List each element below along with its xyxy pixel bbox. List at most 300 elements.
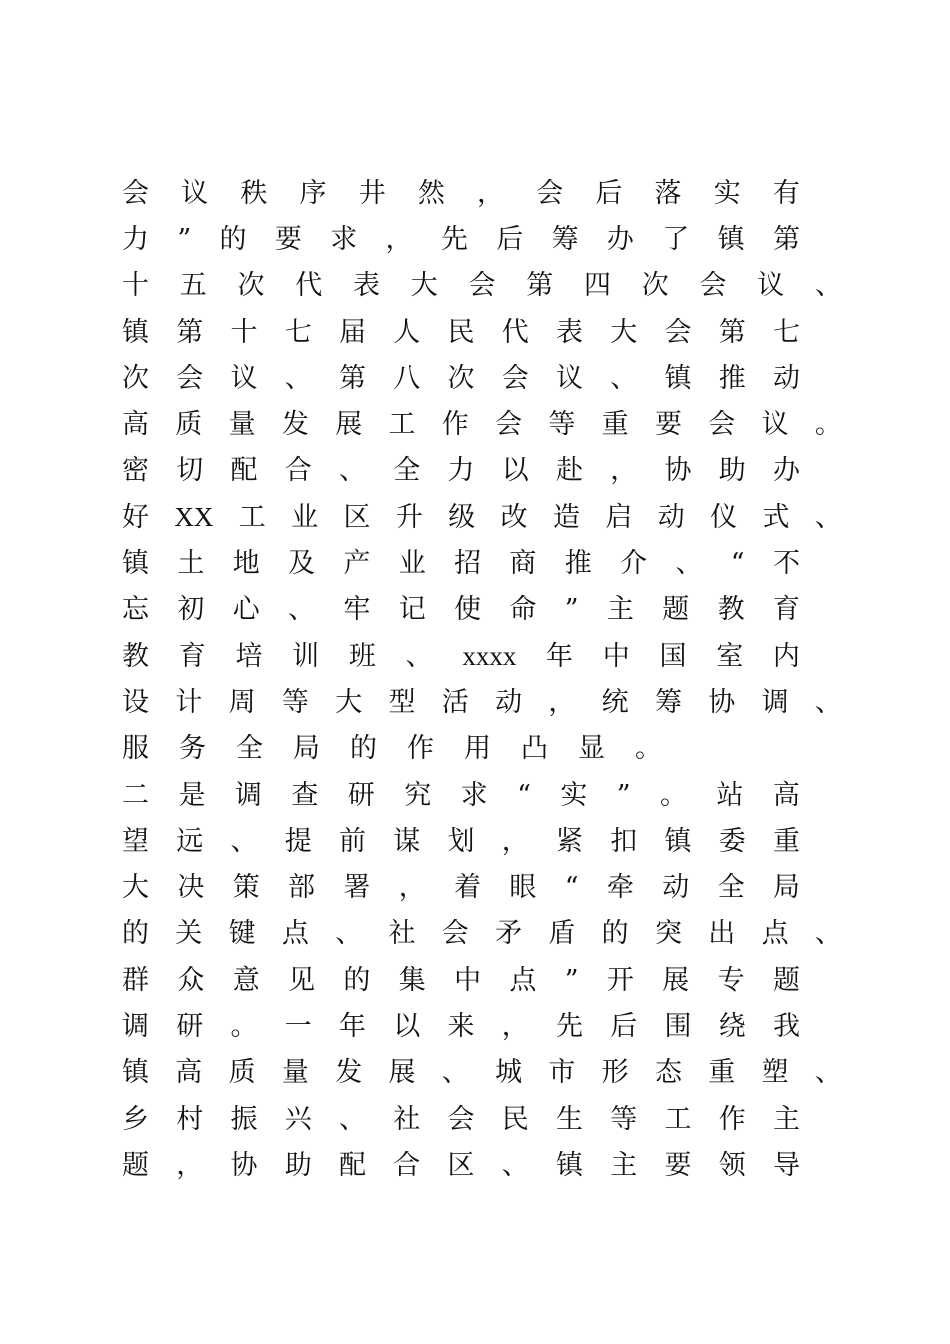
text-char: 议 xyxy=(757,270,785,302)
text-char: 、 xyxy=(339,455,366,487)
text-char: 划 xyxy=(447,825,475,857)
text-char: 等 xyxy=(281,686,309,718)
text-char: 展 xyxy=(662,964,690,996)
text-char: 五 xyxy=(179,270,207,302)
text-char: 。 xyxy=(660,779,687,811)
text-char: 会 xyxy=(176,362,204,394)
text-char: 会 xyxy=(468,270,496,302)
text-line xyxy=(122,170,800,216)
text-char: 班 xyxy=(348,640,376,672)
text-char: 镇 xyxy=(122,1057,149,1089)
text-char: 提 xyxy=(284,825,312,857)
text-char: 镇 xyxy=(664,825,692,857)
text-char: 集 xyxy=(398,964,426,996)
text-char: 七 xyxy=(773,316,800,348)
text-char: 议 xyxy=(761,409,789,441)
text-char: 土 xyxy=(177,548,205,580)
text-char: 镇 xyxy=(664,362,692,394)
text-char: 心 xyxy=(232,594,260,626)
text-char: 十 xyxy=(122,270,149,302)
text-char: 、 xyxy=(814,686,842,718)
text-char: 后 xyxy=(610,1010,638,1042)
text-char: 眼 xyxy=(509,872,537,904)
text-char: 突 xyxy=(654,918,682,950)
text-line xyxy=(122,1050,842,1096)
text-line xyxy=(122,911,842,957)
text-char: 高 xyxy=(772,779,800,811)
text-line xyxy=(122,587,800,633)
text-char: ， xyxy=(398,872,426,904)
text-char: 键 xyxy=(228,918,256,950)
text-char: 使 xyxy=(454,594,482,626)
text-char: 高 xyxy=(122,409,149,441)
text-char: 工 xyxy=(388,409,416,441)
text-char: ， xyxy=(548,686,576,718)
text-char: 人 xyxy=(393,316,421,348)
text-char: 会 xyxy=(501,362,529,394)
text-char: XX xyxy=(174,501,214,532)
text-char: 第 xyxy=(176,316,204,348)
text-char: 计 xyxy=(175,686,203,718)
text-char: 以 xyxy=(501,455,529,487)
text-line xyxy=(122,355,800,401)
text-char: 合 xyxy=(393,1149,421,1181)
text-char: ” xyxy=(564,964,579,996)
text-char: 镇 xyxy=(122,548,149,580)
text-line xyxy=(122,957,800,1003)
text-char: 、 xyxy=(284,362,312,394)
text-char: 以 xyxy=(393,1010,421,1042)
text-char: 周 xyxy=(228,686,256,718)
text-char: 题 xyxy=(122,1149,149,1181)
text-char: 议 xyxy=(556,362,583,394)
text-char: “ xyxy=(730,548,745,580)
text-char: 牵 xyxy=(606,872,634,904)
text-char: 表 xyxy=(353,270,380,302)
text-char: 生 xyxy=(556,1103,583,1135)
text-char: 绕 xyxy=(718,1010,746,1042)
text-char: 井 xyxy=(358,177,386,209)
text-char: 众 xyxy=(177,964,205,996)
text-char: 的 xyxy=(219,223,247,255)
text-char: 决 xyxy=(177,872,205,904)
text-char: 调 xyxy=(761,686,789,718)
text-char: 镇 xyxy=(556,1149,583,1181)
text-char: 落 xyxy=(654,177,682,209)
text-line xyxy=(122,448,800,494)
text-char: 领 xyxy=(718,1149,746,1181)
text-char: 导 xyxy=(773,1149,800,1181)
text-char: 调 xyxy=(234,779,262,811)
text-char: 记 xyxy=(398,594,426,626)
text-char: 后 xyxy=(595,177,623,209)
text-char: 育 xyxy=(178,640,206,672)
text-char: 扣 xyxy=(610,825,638,857)
text-char: 次 xyxy=(122,362,149,394)
text-char: 代 xyxy=(501,316,529,348)
text-char: 业 xyxy=(291,501,319,533)
text-char: 凸 xyxy=(521,733,548,765)
text-char: 筹 xyxy=(654,686,682,718)
text-char: 届 xyxy=(339,316,366,348)
text-char: 主 xyxy=(606,594,634,626)
text-char: 村 xyxy=(176,1103,204,1135)
text-char: 议 xyxy=(181,177,209,209)
text-char: 大 xyxy=(122,872,149,904)
text-char: ， xyxy=(477,177,505,209)
text-char: 赴 xyxy=(556,455,583,487)
text-char: 不 xyxy=(772,548,800,580)
text-char: 四 xyxy=(584,270,611,302)
text-char: 协 xyxy=(230,1149,258,1181)
text-char: 密 xyxy=(122,455,149,487)
text-char: 育 xyxy=(772,594,800,626)
text-char: 动 xyxy=(657,501,685,533)
text-char: 求 xyxy=(460,779,488,811)
text-char: 教 xyxy=(717,594,745,626)
text-char: 主 xyxy=(610,1149,638,1181)
text-line xyxy=(122,726,800,772)
text-char: 区 xyxy=(343,501,371,533)
text-char: 量 xyxy=(228,409,256,441)
text-char: ” xyxy=(177,223,192,255)
text-char: 、 xyxy=(288,594,316,626)
text-char: 第 xyxy=(772,223,800,255)
text-char: ， xyxy=(176,1149,204,1181)
text-char: 。 xyxy=(635,733,662,765)
text-char: 重 xyxy=(773,825,800,857)
text-char: 民 xyxy=(447,316,475,348)
text-char: 动 xyxy=(773,362,800,394)
text-char: 市 xyxy=(548,1057,576,1089)
text-char: “ xyxy=(564,872,579,904)
text-line xyxy=(122,864,800,910)
text-char: 次 xyxy=(237,270,265,302)
text-char: 委 xyxy=(718,825,746,857)
text-char: 介 xyxy=(620,548,648,580)
text-char: 开 xyxy=(606,964,634,996)
text-char: 中 xyxy=(454,964,482,996)
text-line xyxy=(122,216,800,262)
text-char: 国 xyxy=(659,640,687,672)
text-char: 关 xyxy=(175,918,203,950)
text-char: 塑 xyxy=(761,1057,789,1089)
text-char: 内 xyxy=(772,640,800,672)
text-char: 务 xyxy=(179,733,206,765)
text-char: 启 xyxy=(605,501,633,533)
text-char: 着 xyxy=(454,872,482,904)
text-char: 、 xyxy=(815,270,842,302)
text-char: 年 xyxy=(546,640,574,672)
text-char: 助 xyxy=(284,1149,312,1181)
text-char: 切 xyxy=(176,455,204,487)
text-char: 局 xyxy=(293,733,320,765)
text-char: 然 xyxy=(417,177,445,209)
text-char: 发 xyxy=(335,1057,363,1089)
text-char: 力 xyxy=(447,455,475,487)
text-char: 地 xyxy=(232,548,260,580)
text-char: 、 xyxy=(335,918,363,950)
text-char: 级 xyxy=(448,501,476,533)
text-char: 策 xyxy=(232,872,260,904)
text-char: 动 xyxy=(662,872,690,904)
text-char: 显 xyxy=(578,733,605,765)
text-char: ， xyxy=(501,825,529,857)
text-char: 望 xyxy=(122,825,149,857)
text-char: 点 xyxy=(509,964,537,996)
text-char: 工 xyxy=(664,1103,692,1135)
text-char: 兴 xyxy=(284,1103,312,1135)
text-char: 高 xyxy=(175,1057,203,1089)
text-char: 。 xyxy=(230,1010,258,1042)
text-char: 合 xyxy=(284,455,312,487)
text-char: 配 xyxy=(230,455,258,487)
text-char: 次 xyxy=(641,270,669,302)
text-char: ” xyxy=(616,779,631,811)
text-char: ” xyxy=(564,594,579,626)
text-char: 紧 xyxy=(556,825,583,857)
text-line xyxy=(122,1142,800,1188)
text-char: 力 xyxy=(122,223,149,255)
text-char: 围 xyxy=(664,1010,692,1042)
text-char: 作 xyxy=(441,409,469,441)
text-char: 协 xyxy=(664,455,692,487)
text-line xyxy=(122,772,800,818)
text-char: 先 xyxy=(556,1010,583,1042)
text-line xyxy=(122,1003,800,1049)
text-char: 大 xyxy=(610,316,638,348)
text-char: 会 xyxy=(122,177,149,209)
text-char: 实 xyxy=(560,779,588,811)
text-char: 镇 xyxy=(717,223,745,255)
text-char: 造 xyxy=(553,501,580,533)
text-char: 十 xyxy=(230,316,258,348)
text-char: 型 xyxy=(388,686,416,718)
text-char: 要 xyxy=(274,223,302,255)
text-char: 量 xyxy=(281,1057,309,1089)
text-char: 业 xyxy=(398,548,426,580)
text-char: 用 xyxy=(464,733,491,765)
text-char: 仪 xyxy=(710,501,738,533)
text-char: 质 xyxy=(228,1057,256,1089)
text-char: 的 xyxy=(350,733,377,765)
text-char: 重 xyxy=(601,409,629,441)
text-char: 会 xyxy=(447,1103,475,1135)
text-char: 、 xyxy=(405,640,433,672)
text-char: 盾 xyxy=(548,918,576,950)
text-char: 改 xyxy=(500,501,528,533)
text-char: 了 xyxy=(662,223,690,255)
text-char: 、 xyxy=(610,362,638,394)
text-char: 服 xyxy=(122,733,149,765)
text-char: 教 xyxy=(122,640,149,672)
text-char: 民 xyxy=(501,1103,529,1135)
text-char: 究 xyxy=(404,779,432,811)
text-char: 秩 xyxy=(240,177,268,209)
text-char: 、 xyxy=(230,825,258,857)
text-char: 后 xyxy=(496,223,524,255)
text-char: 的 xyxy=(601,918,629,950)
text-char: 训 xyxy=(292,640,320,672)
text-line xyxy=(122,401,842,447)
text-line xyxy=(122,540,800,586)
text-char: 命 xyxy=(509,594,537,626)
text-char: 培 xyxy=(235,640,263,672)
text-char: 第 xyxy=(718,316,746,348)
text-char: 镇 xyxy=(122,316,149,348)
text-char: 、 xyxy=(814,918,842,950)
text-char: 助 xyxy=(718,455,746,487)
text-char: 二 xyxy=(122,779,149,811)
text-char: 、 xyxy=(501,1149,529,1181)
text-char: 产 xyxy=(343,548,371,580)
text-char: 乡 xyxy=(122,1103,149,1135)
text-char: 办 xyxy=(606,223,634,255)
text-char: 商 xyxy=(509,548,537,580)
text-char: 活 xyxy=(441,686,469,718)
text-char: 站 xyxy=(716,779,744,811)
text-char: 初 xyxy=(177,594,205,626)
text-char: 全 xyxy=(717,872,745,904)
text-char: 动 xyxy=(495,686,523,718)
text-char: ， xyxy=(610,455,638,487)
text-char: 部 xyxy=(288,872,316,904)
text-char: 研 xyxy=(176,1010,204,1042)
text-char: 、 xyxy=(814,501,842,533)
text-char: 重 xyxy=(708,1057,736,1089)
text-char: 远 xyxy=(176,825,204,857)
text-char: 全 xyxy=(236,733,263,765)
text-line xyxy=(122,1096,800,1142)
text-char: 全 xyxy=(393,455,421,487)
text-char: 出 xyxy=(708,918,736,950)
text-char: 实 xyxy=(713,177,741,209)
text-char: ， xyxy=(385,223,413,255)
text-char: 点 xyxy=(761,918,789,950)
text-char: 城 xyxy=(495,1057,523,1089)
text-char: 的 xyxy=(122,918,149,950)
text-char: 要 xyxy=(654,409,682,441)
text-char: 第 xyxy=(339,362,366,394)
text-char: 大 xyxy=(335,686,363,718)
text-char: 作 xyxy=(407,733,434,765)
text-char: 是 xyxy=(178,779,206,811)
text-char: 会 xyxy=(495,409,523,441)
text-line xyxy=(122,494,842,540)
text-char: 序 xyxy=(299,177,327,209)
text-char: 专 xyxy=(717,964,745,996)
text-char: 工 xyxy=(238,501,266,533)
text-char: ， xyxy=(501,1010,529,1042)
text-char: 会 xyxy=(708,409,736,441)
text-char: 谋 xyxy=(393,825,421,857)
text-char: 议 xyxy=(230,362,258,394)
text-char: 区 xyxy=(447,1149,475,1181)
text-char: 会 xyxy=(536,177,564,209)
text-char: 、 xyxy=(675,548,703,580)
text-char: 求 xyxy=(330,223,358,255)
text-char: 筹 xyxy=(551,223,579,255)
text-char: 中 xyxy=(602,640,630,672)
text-char: 升 xyxy=(395,501,423,533)
text-char: 先 xyxy=(440,223,468,255)
text-char: 、 xyxy=(814,1057,842,1089)
text-char: 展 xyxy=(388,1057,416,1089)
text-line xyxy=(122,309,800,355)
text-char: 会 xyxy=(441,918,469,950)
text-char: 七 xyxy=(284,316,312,348)
text-char: 调 xyxy=(122,1010,149,1042)
text-char: 主 xyxy=(773,1103,800,1135)
text-char: 作 xyxy=(718,1103,746,1135)
text-char: 会 xyxy=(664,316,692,348)
text-char: 前 xyxy=(339,825,366,857)
text-char: 有 xyxy=(772,177,800,209)
text-char: 题 xyxy=(772,964,800,996)
text-char: 、 xyxy=(441,1057,469,1089)
text-char: 协 xyxy=(708,686,736,718)
text-line xyxy=(122,633,800,679)
text-char: 等 xyxy=(610,1103,638,1135)
text-char: 招 xyxy=(454,548,482,580)
text-char: xxxx xyxy=(462,640,517,671)
text-char: 态 xyxy=(654,1057,682,1089)
text-char: 来 xyxy=(447,1010,475,1042)
text-char: 发 xyxy=(281,409,309,441)
text-char: 表 xyxy=(556,316,583,348)
text-char: 群 xyxy=(122,964,149,996)
text-char: 的 xyxy=(343,964,371,996)
text-char: 牢 xyxy=(343,594,371,626)
text-char: 意 xyxy=(232,964,260,996)
text-char: 配 xyxy=(339,1149,366,1181)
text-char: 推 xyxy=(718,362,746,394)
text-char: 局 xyxy=(772,872,800,904)
text-char: 研 xyxy=(347,779,375,811)
text-char: 形 xyxy=(601,1057,629,1089)
text-char: 社 xyxy=(393,1103,421,1135)
text-line xyxy=(122,263,842,309)
text-char: 代 xyxy=(295,270,323,302)
text-char: 矛 xyxy=(495,918,523,950)
text-char: 年 xyxy=(339,1010,366,1042)
text-char: 式 xyxy=(762,501,790,533)
text-char: 查 xyxy=(291,779,319,811)
text-char: 次 xyxy=(447,362,475,394)
text-char: 第 xyxy=(526,270,554,302)
text-char: 大 xyxy=(410,270,438,302)
text-char: 。 xyxy=(814,409,842,441)
text-char: 等 xyxy=(548,409,576,441)
text-char: 点 xyxy=(281,918,309,950)
text-char: 推 xyxy=(564,548,592,580)
body-text xyxy=(122,170,842,1189)
text-line xyxy=(122,679,842,725)
text-char: 及 xyxy=(288,548,316,580)
text-char: 一 xyxy=(284,1010,312,1042)
text-char: 题 xyxy=(662,594,690,626)
text-char: 、 xyxy=(339,1103,366,1135)
text-char: 设 xyxy=(122,686,149,718)
text-char: 质 xyxy=(175,409,203,441)
text-char: 见 xyxy=(288,964,316,996)
text-char: 办 xyxy=(773,455,800,487)
text-char: 展 xyxy=(335,409,363,441)
text-char: 要 xyxy=(664,1149,692,1181)
text-char: 社 xyxy=(388,918,416,950)
text-char: “ xyxy=(517,779,531,811)
text-char: 忘 xyxy=(122,594,149,626)
